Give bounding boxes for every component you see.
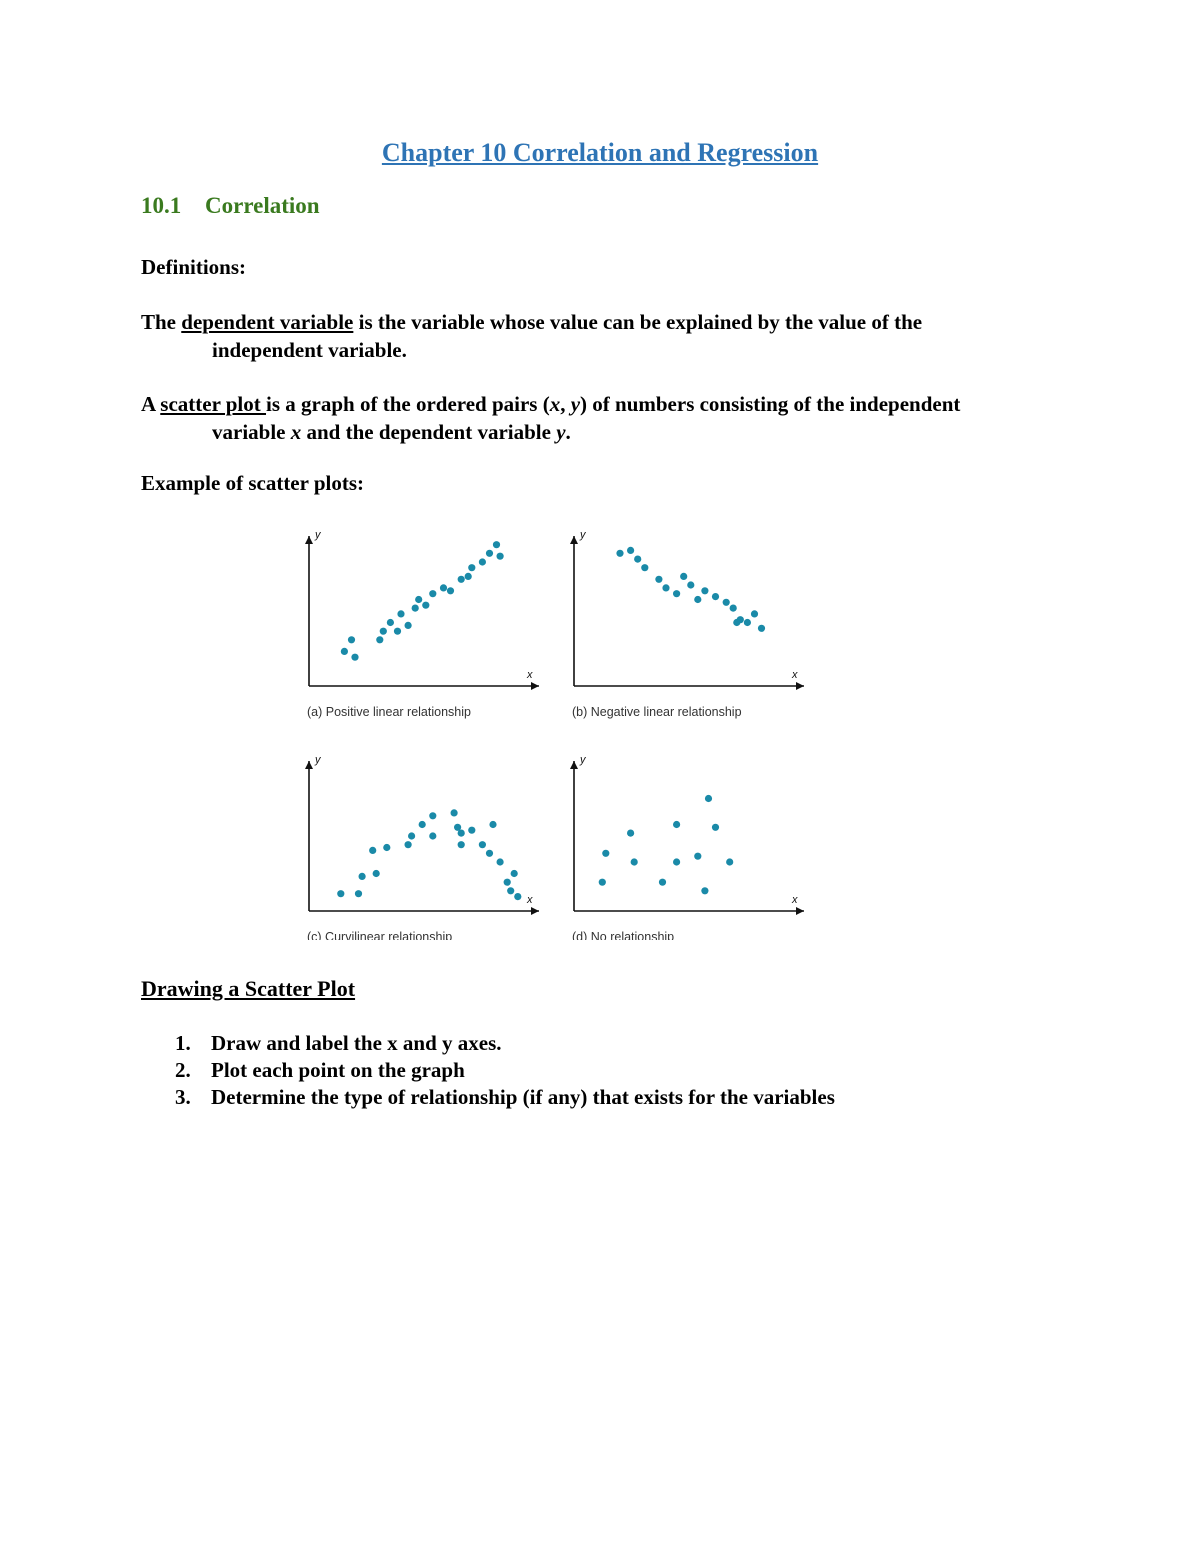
scatter-point: [468, 564, 475, 571]
scatter-point: [412, 605, 419, 612]
scatter-point: [602, 850, 609, 857]
def2-line2-y: y: [556, 420, 566, 444]
scatter-point: [429, 812, 436, 819]
scatter-point: [341, 648, 348, 655]
x-axis-label: x: [792, 894, 798, 906]
scatter-point: [397, 610, 404, 617]
scatter-point: [599, 879, 606, 886]
def2-line2: [141, 418, 1041, 446]
scatter-point: [673, 590, 680, 597]
scatter-point: [659, 879, 666, 886]
x-axis-arrow: [796, 907, 804, 915]
scatter-point: [504, 879, 511, 886]
scatter-point: [723, 599, 730, 606]
scatter-panel: [570, 754, 804, 940]
scatter-point: [497, 858, 504, 865]
scatter-point: [712, 593, 719, 600]
scatter-point: [705, 795, 712, 802]
def2-x: x: [549, 392, 561, 416]
section-number: 10.1: [141, 193, 182, 218]
def2-comma: ,: [560, 392, 571, 416]
y-axis-label: y: [315, 529, 321, 541]
def2-line2-c: .: [565, 420, 571, 444]
scatter-point: [440, 584, 447, 591]
def1-pre: The: [141, 310, 182, 334]
x-axis-label: x: [792, 669, 798, 681]
section-heading: [141, 193, 320, 219]
def2-text-a: is a graph of the ordered pairs (: [266, 392, 550, 416]
section-title: Correlation: [205, 193, 320, 218]
scatter-point: [687, 581, 694, 588]
scatter-panel: [570, 529, 804, 719]
scatter-point: [655, 576, 662, 583]
scatter-panel: [305, 754, 539, 940]
plot-caption: (c) Curvilinear relationship: [307, 930, 453, 940]
scatter-point: [680, 573, 687, 580]
scatter-point: [380, 628, 387, 635]
scatter-point: [507, 887, 514, 894]
scatter-point: [662, 584, 669, 591]
scatter-point: [631, 858, 638, 865]
y-axis-arrow: [570, 536, 578, 544]
step-number: 3.: [175, 1085, 191, 1109]
scatter-point: [351, 654, 358, 661]
scatter-point: [429, 832, 436, 839]
step-text: Draw and label the x and y axes.: [211, 1031, 502, 1055]
scatter-point: [694, 853, 701, 860]
scatter-point: [744, 619, 751, 626]
definition-scatter-plot: [141, 390, 1041, 446]
scatter-point: [405, 622, 412, 629]
scatter-point: [468, 827, 475, 834]
y-axis-arrow: [570, 761, 578, 769]
x-axis-label: x: [527, 894, 533, 906]
scatter-panel: [305, 529, 539, 719]
scatter-point: [451, 809, 458, 816]
scatter-point: [486, 850, 493, 857]
scatter-point: [415, 596, 422, 603]
page-title: Chapter 10 Correlation and Regression: [381, 138, 819, 167]
scatter-point: [489, 821, 496, 828]
scatter-point: [479, 841, 486, 848]
definitions-heading: Definitions:: [141, 255, 246, 279]
scatter-point: [726, 858, 733, 865]
definition-dependent-variable: [141, 308, 1041, 364]
scatter-point: [355, 890, 362, 897]
step-number: 2.: [175, 1058, 191, 1082]
plot-caption: (b) Negative linear relationship: [572, 705, 742, 719]
scatter-point: [376, 636, 383, 643]
x-axis-label: x: [527, 669, 533, 681]
def2-line2-a: variable: [212, 420, 291, 444]
list-item: [175, 1030, 835, 1057]
def2-pre: A: [141, 392, 161, 416]
step-number: 1.: [175, 1031, 191, 1055]
scatter-point: [701, 887, 708, 894]
scatter-point: [458, 576, 465, 583]
scatter-point: [348, 636, 355, 643]
scatter-point: [634, 556, 641, 563]
step-text: Determine the type of relationship (if any) that exists for the variables: [211, 1085, 835, 1109]
scatter-point: [733, 619, 740, 626]
scatter-point: [387, 619, 394, 626]
scatter-point: [486, 550, 493, 557]
term-dependent-variable: dependent variable: [181, 310, 354, 334]
scatter-point: [694, 596, 701, 603]
scatter-point: [458, 841, 465, 848]
scatter-point: [373, 870, 380, 877]
term-scatter-plot: scatter plot: [160, 392, 267, 416]
scatter-point: [511, 870, 518, 877]
x-axis-arrow: [531, 907, 539, 915]
def2-y: y: [570, 392, 581, 416]
y-axis-arrow: [305, 761, 313, 769]
y-axis-label: y: [580, 754, 586, 766]
steps-list: [175, 1030, 835, 1111]
scatter-point: [422, 602, 429, 609]
scatter-point: [673, 858, 680, 865]
scatter-point: [730, 605, 737, 612]
scatter-point: [493, 541, 500, 548]
scatter-point: [497, 553, 504, 560]
examples-heading: Example of scatter plots:: [141, 471, 364, 495]
scatter-point: [751, 610, 758, 617]
scatter-plot-examples: [295, 520, 825, 940]
scatter-point: [458, 830, 465, 837]
y-axis-label: y: [315, 754, 321, 766]
def2-line2-x: x: [290, 420, 302, 444]
x-axis-arrow: [531, 682, 539, 690]
y-axis-label: y: [580, 529, 586, 541]
list-item: [175, 1084, 835, 1111]
def2-line2-b: and the dependent variable: [301, 420, 557, 444]
scatter-point: [712, 824, 719, 831]
scatter-point: [465, 573, 472, 580]
x-axis-arrow: [796, 682, 804, 690]
scatter-point: [627, 547, 634, 554]
scatter-point: [429, 590, 436, 597]
scatter-point: [383, 844, 390, 851]
scatter-point: [758, 625, 765, 632]
def1-line2: independent variable.: [212, 338, 407, 362]
plot-caption: (d) No relationship: [572, 930, 675, 940]
plot-caption: (a) Positive linear relationship: [307, 705, 471, 719]
scatter-point: [394, 628, 401, 635]
scatter-point: [405, 841, 412, 848]
scatter-point: [627, 830, 634, 837]
def2-text-b: ) of numbers consisting of the independent: [580, 392, 961, 416]
scatter-point: [616, 550, 623, 557]
scatter-point: [447, 587, 454, 594]
step-text: Plot each point on the graph: [211, 1058, 465, 1082]
scatter-plots-figure: [295, 520, 825, 940]
scatter-point: [514, 893, 521, 900]
scatter-point: [337, 890, 344, 897]
list-item: [175, 1057, 835, 1084]
def1-post: is the variable whose value can be explained by the value of the: [353, 310, 923, 334]
scatter-point: [641, 564, 648, 571]
scatter-point: [419, 821, 426, 828]
scatter-point: [359, 873, 366, 880]
scatter-point: [369, 847, 376, 854]
scatter-point: [701, 587, 708, 594]
scatter-point: [673, 821, 680, 828]
drawing-scatter-plot-heading: Drawing a Scatter Plot: [141, 976, 356, 1001]
scatter-point: [408, 832, 415, 839]
scatter-point: [479, 558, 486, 565]
y-axis-arrow: [305, 536, 313, 544]
